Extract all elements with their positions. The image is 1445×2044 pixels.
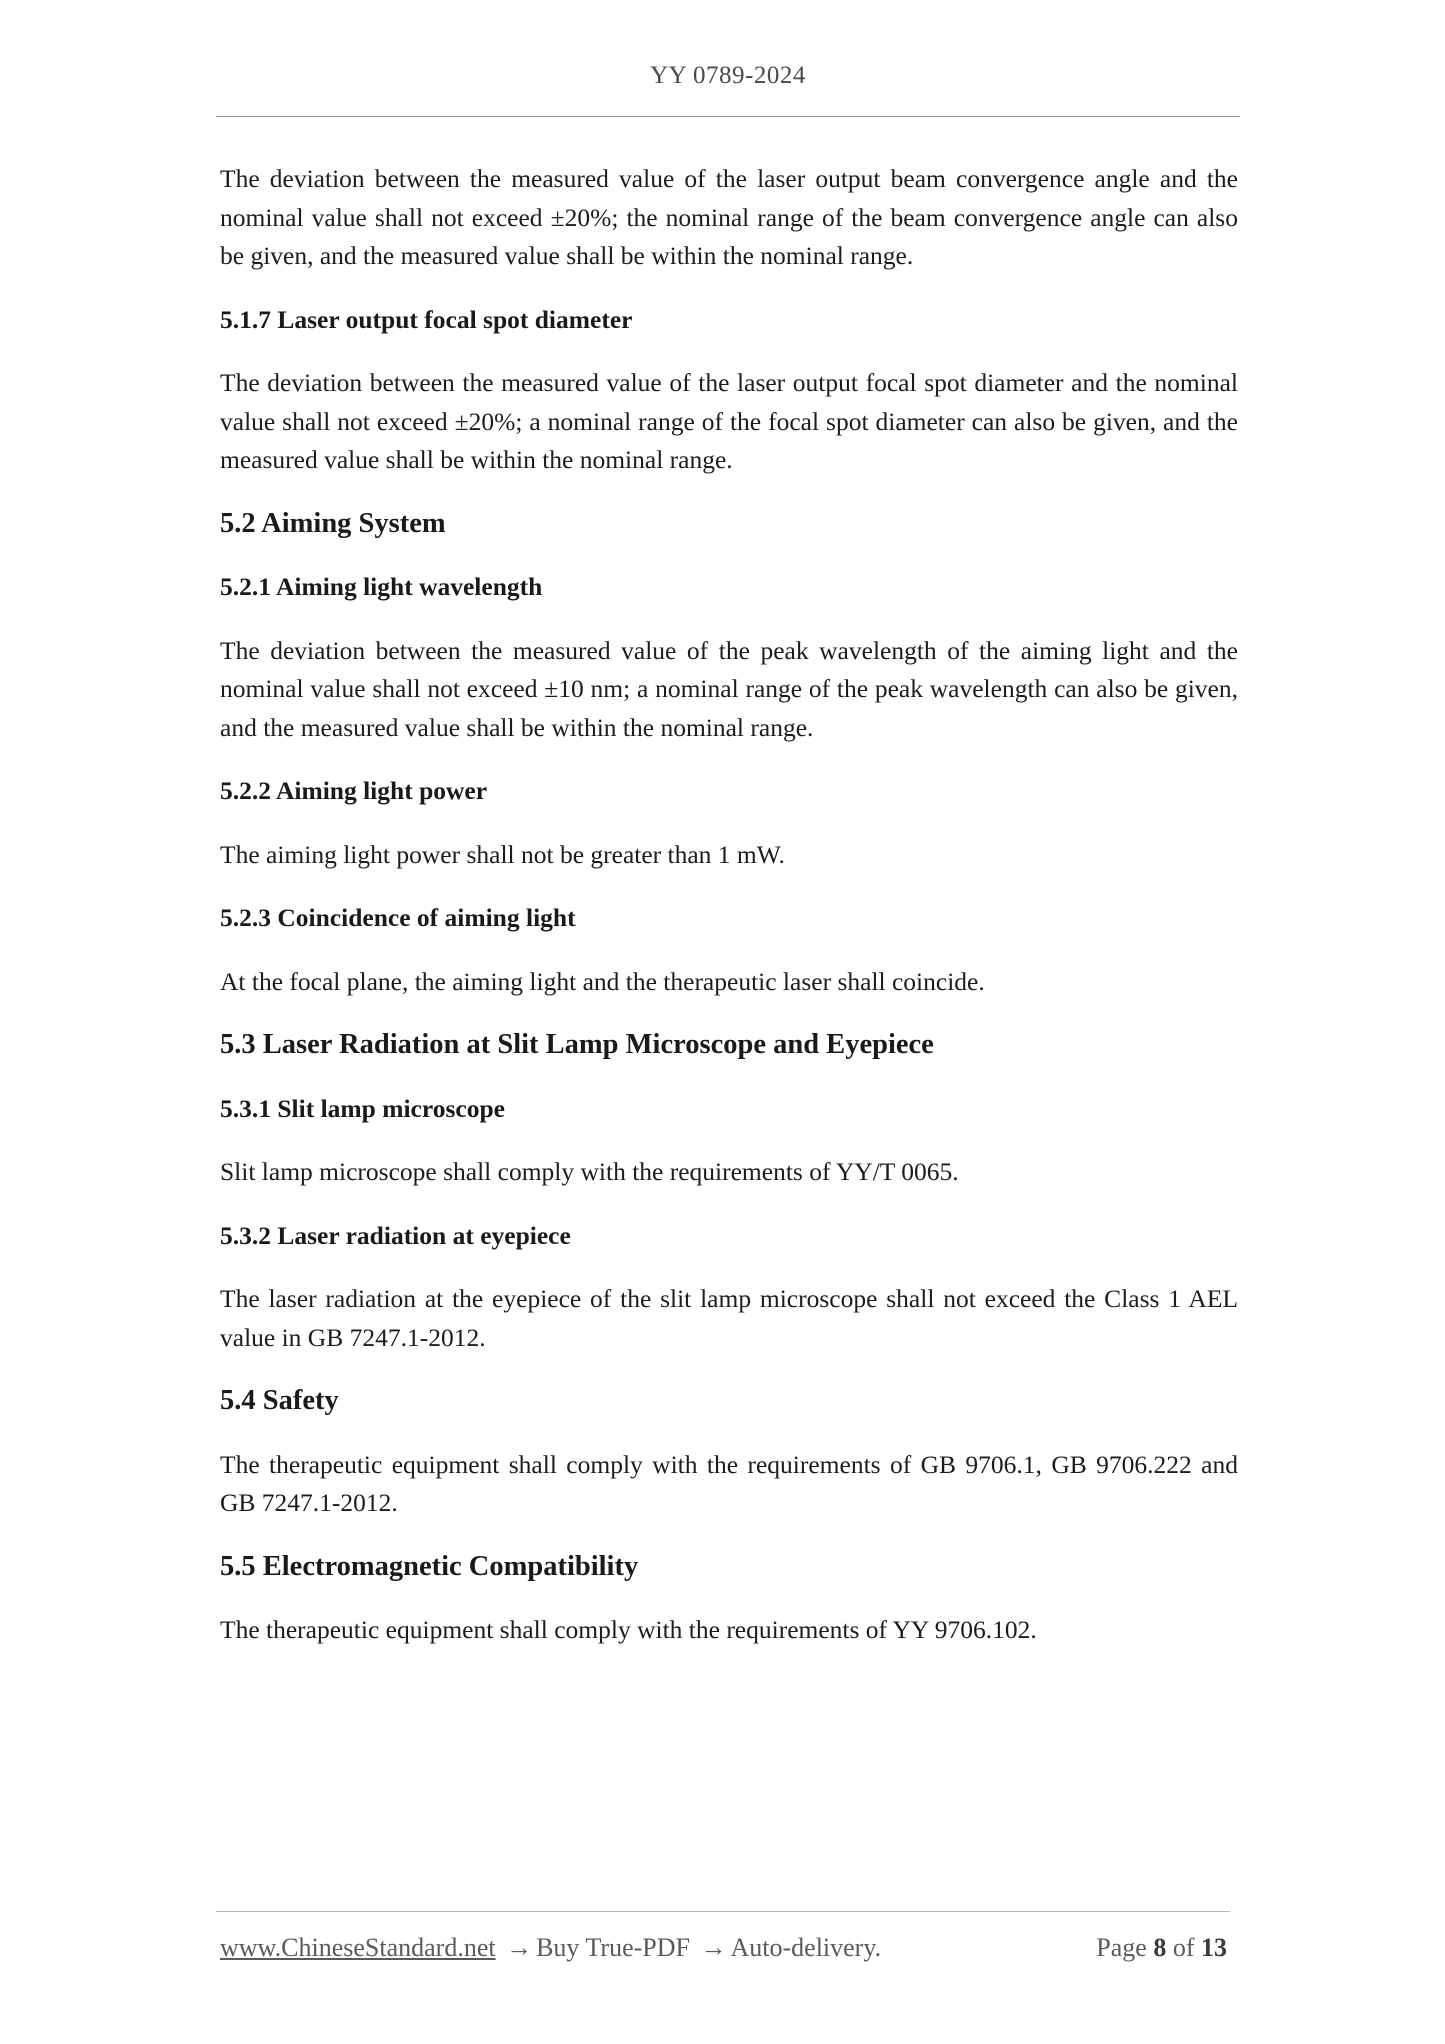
footer-promo (220, 1930, 881, 1966)
paragraph-focal-spot: The deviation between the measured value of the laser output focal spot diameter and the nominal value shall not exceed ±20%; a nominal range of the focal spot diameter can also be given, and the measured value shall be within the nominal range. (220, 368, 1238, 474)
site-link[interactable]: www.ChineseStandard.net (220, 1933, 496, 1962)
document-body (220, 160, 1238, 1675)
paragraph-safety: The therapeutic equipment shall comply with the requirements of GB 9706.1, GB 9706.222 and GB 7247.1-2012. (220, 1449, 1238, 1517)
page-current: 8 (1153, 1933, 1167, 1962)
heading-5-2-1: 5.2.1 Aiming light wavelength (220, 572, 543, 601)
paragraph-aiming-power: The aiming light power shall not be greater than 1 mW. (220, 839, 785, 869)
paragraph-emc: The therapeutic equipment shall comply with the requirements of YY 9706.102. (220, 1615, 1037, 1644)
paragraph-aiming-wavelength: The deviation between the measured value of the peak wavelength of the aiming light and the nominal value shall not exceed ±10 nm; a nominal range of the peak wavelength can also be given, and the measured value shall be within the nominal range. (220, 635, 1238, 742)
paragraph-slit-lamp: Slit lamp microscope shall comply with the requirements of YY/T 0065. (220, 1157, 959, 1186)
page-total: 13 (1201, 1933, 1227, 1962)
page-header: YY 0789-2024 (650, 62, 806, 89)
heading-5-2: 5.2 Aiming System (220, 507, 446, 539)
paragraph-aiming-coincidence: At the focal plane, the aiming light and the therapeutic laser shall coincide. (220, 966, 985, 996)
heading-5-2-2: 5.2.2 Aiming light power (220, 776, 488, 805)
heading-5-3-1: 5.3.1 Slit lamp microscope (220, 1093, 505, 1123)
heading-5-3: 5.3 Laser Radiation at Slit Lamp Microscope and Eyepiece (220, 1029, 934, 1060)
page-of-label: of (1172, 1933, 1195, 1962)
heading-5-4: 5.4 Safety (220, 1385, 339, 1416)
footer-divider (216, 1911, 1230, 1912)
heading-5-2-3: 5.2.3 Coincidence of aiming light (220, 903, 576, 932)
buy-true-pdf-text: Buy True-PDF (536, 1933, 690, 1962)
heading-5-5: 5.5 Electromagnetic Compatibility (220, 1550, 639, 1582)
auto-delivery-text: Auto-delivery. (730, 1933, 882, 1962)
heading-5-1-7: 5.1.7 Laser output focal spot diameter (220, 304, 633, 334)
paragraph-eyepiece-radiation: The laser radiation at the eyepiece of the slit lamp microscope shall not exceed the Class 1 AEL value in GB 7247.1-2012. (220, 1284, 1238, 1352)
page-indicator (1096, 1930, 1227, 1966)
header-divider (216, 116, 1240, 117)
arrow-right-icon: → (700, 1933, 727, 1962)
arrow-right-icon: → (506, 1933, 533, 1962)
heading-5-3-2: 5.3.2 Laser radiation at eyepiece (220, 1220, 571, 1250)
paragraph-beam-convergence: The deviation between the measured value of the laser output beam convergence angle and the nominal value shall not exceed ±20%; the nominal range of the beam convergence angle can also be given, and the measured value shall be within the nominal range. (220, 164, 1238, 270)
page-label: Page (1096, 1933, 1147, 1962)
